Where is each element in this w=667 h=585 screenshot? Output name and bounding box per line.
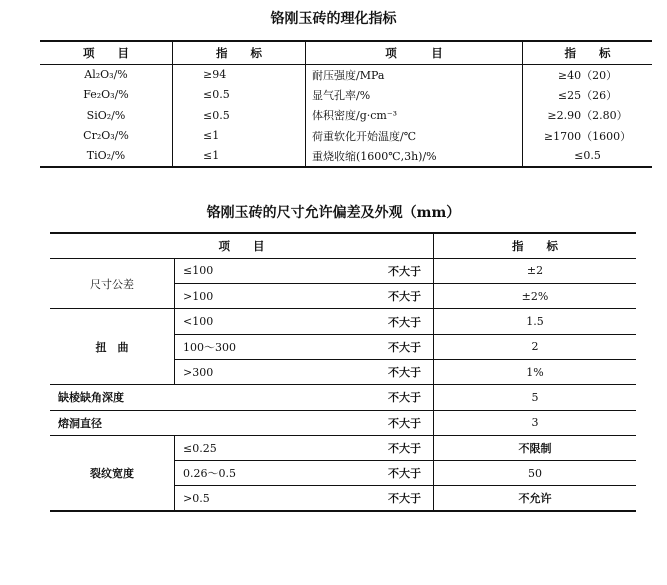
table1-item: Al₂O₃/% [40, 64, 173, 85]
table1-value: ≥94 [173, 64, 306, 85]
table1-value2: ≤0.5 [574, 149, 601, 163]
table2-not-more-than: 不大于 [309, 385, 434, 410]
table2-not-more-than: 不大于 [309, 461, 434, 486]
table2-category: 熔洞直径 [50, 410, 309, 435]
table2-indicator: 1.5 [434, 309, 637, 334]
table2-range: <100 [175, 309, 310, 334]
table-row [50, 258, 636, 283]
table1-value2: ≤25（26） [557, 88, 618, 102]
table-row [40, 105, 652, 126]
dimension-tolerance-table [50, 232, 636, 512]
table1-item2: 体积密度/g·cm⁻³ [306, 105, 523, 126]
table2-not-more-than: 不大于 [309, 410, 434, 435]
table1-header-item2: 项 目 [306, 41, 523, 64]
table2-category: 尺寸公差 [50, 258, 175, 309]
table2-header-item: 项 目 [50, 233, 434, 258]
table2-range: ≤0.25 [175, 435, 310, 460]
table2-not-more-than: 不大于 [309, 486, 434, 511]
table1-item2: 显气孔率/% [306, 85, 523, 106]
table2-header-index: 指 标 [434, 233, 637, 258]
table2-indicator: 5 [434, 385, 637, 410]
table2-range: 100～300 [175, 334, 310, 359]
table2-category: 扭 曲 [50, 309, 175, 385]
table-row [40, 126, 652, 147]
table1-value: ≤0.5 [173, 105, 306, 126]
table1-item2: 耐压强度/MPa [306, 64, 523, 85]
table2-range: >100 [175, 284, 310, 309]
table2-category: 缺棱缺角深度 [50, 385, 309, 410]
table2-indicator: 1% [434, 359, 637, 384]
table-row [50, 410, 636, 435]
table2-indicator: 不允许 [434, 486, 637, 511]
table2-not-more-than: 不大于 [309, 284, 434, 309]
table1-item: SiO₂/% [40, 105, 173, 126]
table-row [40, 85, 652, 106]
table2-indicator: 2 [434, 334, 637, 359]
table-row [50, 435, 636, 460]
table2-indicator: ±2 [434, 258, 637, 283]
table-row [40, 64, 652, 85]
table2-indicator: 50 [434, 461, 637, 486]
table-row [50, 309, 636, 334]
table2-not-more-than: 不大于 [309, 258, 434, 283]
table2-range: >0.5 [175, 486, 310, 511]
table2-category: 裂纹宽度 [50, 435, 175, 511]
physical-chemical-index-table [40, 40, 652, 168]
table-row [50, 385, 636, 410]
table1-value2: ≥2.90（2.80） [547, 109, 628, 123]
table1-title: 铬刚玉砖的理化指标 [270, 11, 397, 27]
table1-item: Cr₂O₃/% [40, 126, 173, 147]
table2-not-more-than: 不大于 [309, 435, 434, 460]
table2-header-row [50, 233, 636, 258]
table2-indicator: 不限制 [434, 435, 637, 460]
table1-item: Fe₂O₃/% [40, 85, 173, 106]
table2-indicator: 3 [434, 410, 637, 435]
table2-not-more-than: 不大于 [309, 309, 434, 334]
table1-value2: ≥40（20） [557, 68, 618, 82]
table1-header-item: 项 目 [40, 41, 173, 64]
table1-header-index: 指 标 [173, 41, 306, 64]
table1-header-row [40, 41, 652, 64]
table1-value: ≤1 [173, 126, 306, 147]
table1-value2: ≥1700（1600） [543, 129, 632, 143]
table1-item2: 荷重软化开始温度/℃ [306, 126, 523, 147]
table2-range: >300 [175, 359, 310, 384]
table2-indicator: ±2% [434, 284, 637, 309]
table2-not-more-than: 不大于 [309, 334, 434, 359]
table2-title: 铬刚玉砖的尺寸允许偏差及外观（mm） [206, 205, 461, 221]
table2-not-more-than: 不大于 [309, 359, 434, 384]
table1-item: TiO₂/% [40, 146, 173, 167]
table-row [40, 146, 652, 167]
table2-range: 0.26～0.5 [175, 461, 310, 486]
table1-value: ≤0.5 [173, 85, 306, 106]
table1-value: ≤1 [173, 146, 306, 167]
table1-item2: 重烧收缩(1600℃,3h)/% [306, 146, 523, 167]
table2-range: ≤100 [175, 258, 310, 283]
table1-header-index2: 指 标 [523, 41, 653, 64]
